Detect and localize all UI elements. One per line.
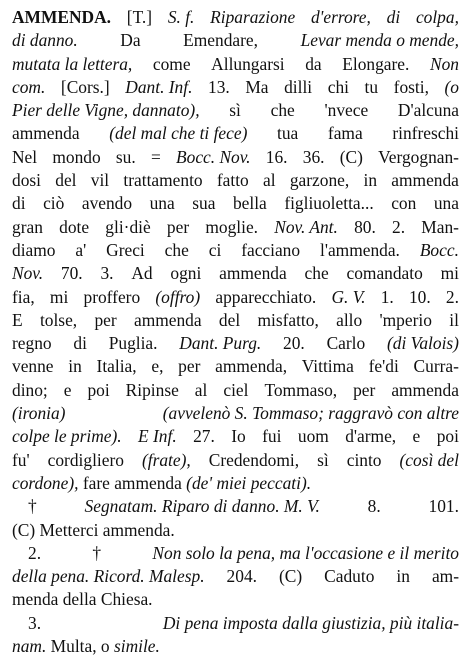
word: ammenda,: [215, 356, 288, 377]
word: 2.: [445, 286, 459, 307]
text-line: [12, 76, 459, 99]
word: fatto: [216, 170, 249, 191]
word: gran: [12, 216, 43, 237]
word: poi: [436, 426, 459, 447]
word: della pena. Ricord. Malesp.: [12, 566, 205, 587]
word: Non: [429, 53, 459, 74]
word: del: [218, 309, 241, 330]
word: sì: [317, 449, 329, 470]
word: in: [396, 566, 410, 587]
word: (C): [339, 146, 363, 167]
word: 1.: [380, 286, 394, 307]
word: Non solo la pena, ma l'occasione e il merito: [152, 542, 459, 563]
word: da: [305, 53, 322, 74]
word: 2.: [392, 216, 406, 237]
word: [Cors.]: [60, 76, 110, 97]
word: con: [391, 193, 417, 214]
text-line: [12, 565, 459, 588]
word: Dant. Inf.: [125, 76, 193, 97]
word: moglie.: [205, 216, 259, 237]
text-line: [12, 122, 459, 145]
text-line: [12, 379, 459, 402]
word: 204.: [226, 566, 257, 587]
word: (C): [278, 566, 303, 587]
word: per: [94, 309, 117, 330]
text-line: [12, 542, 459, 565]
word: ammenda: [219, 263, 287, 284]
text-line: [12, 355, 459, 378]
word: Tommaso,: [264, 379, 338, 400]
word: e: [412, 426, 421, 447]
word: am-: [431, 566, 459, 587]
word: Nel: [12, 146, 38, 167]
word: Italia,: [96, 356, 137, 377]
text-line: [12, 588, 459, 611]
word: colpe le prime).: [12, 426, 122, 447]
word: Riparazione: [210, 7, 296, 27]
word: ammenda: [133, 309, 202, 330]
word: Vittima: [301, 356, 354, 377]
word: Levar menda o mende,: [300, 30, 459, 51]
word: G. V.: [331, 286, 366, 307]
word: a': [75, 239, 87, 260]
word: 36.: [302, 146, 325, 167]
word: gli·diè: [105, 216, 151, 237]
word: rinfreschi: [392, 123, 459, 144]
word: vil: [90, 170, 110, 191]
word: 'mperio: [379, 309, 432, 330]
text-line: [12, 519, 459, 542]
word: 8.: [367, 496, 381, 517]
word: di: [386, 7, 401, 27]
text-line: [12, 239, 459, 262]
word: 20.: [283, 333, 305, 354]
word: Vergognan-: [378, 146, 459, 167]
word: 27.: [193, 426, 215, 447]
word: facciano: [241, 239, 301, 260]
word: 'nvece: [324, 100, 369, 121]
word: fia,: [12, 286, 35, 307]
word: dino;: [12, 379, 48, 400]
word: ciò: [43, 193, 65, 214]
word: (o: [444, 76, 459, 97]
word: mutata la lettera,: [12, 53, 133, 74]
word: menda della Chiesa.: [12, 589, 153, 610]
word: 2.: [28, 542, 42, 563]
text-line: [12, 635, 459, 658]
word: bella: [232, 193, 267, 214]
word: Credendomi,: [208, 449, 300, 470]
word: mondo: [52, 146, 101, 167]
word: fare ammenda: [82, 472, 182, 493]
word: (avvelenò S. Tommaso; raggravò con altre: [162, 403, 459, 424]
word: garzone,: [289, 170, 350, 191]
word: Segnatam. Riparo di danno. M. V.: [84, 496, 320, 517]
word: fu': [12, 449, 30, 470]
word: (de' miei peccati).: [186, 472, 312, 493]
word: sua: [192, 193, 216, 214]
word: 16.: [265, 146, 288, 167]
word: Bocc. Nov.: [176, 146, 251, 167]
word: E Inf.: [138, 426, 177, 447]
word: (del mal che ti fece): [109, 123, 248, 144]
word: chi: [327, 76, 349, 97]
word: simile.: [113, 636, 160, 657]
word: Dant. Purg.: [179, 333, 262, 354]
word: Io: [231, 426, 246, 447]
text-line: [12, 612, 459, 635]
word: cordone),: [12, 472, 79, 493]
word: ogni: [170, 263, 202, 284]
word: del: [55, 170, 77, 191]
text-line: [12, 29, 459, 52]
word: dote: [59, 216, 90, 237]
text-line: [12, 425, 459, 448]
word: Ad: [131, 263, 153, 284]
word: Carlo: [326, 333, 366, 354]
word: 80.: [354, 216, 376, 237]
word: Caduto: [324, 566, 375, 587]
word: figliuoletta...: [284, 193, 374, 214]
word: proffero: [83, 286, 141, 307]
word: tua: [277, 123, 299, 144]
word: al: [194, 379, 208, 400]
headword: AMMENDA.: [12, 7, 112, 27]
word: com.: [12, 76, 46, 97]
word: di: [73, 333, 87, 354]
word: fosti,: [393, 76, 429, 97]
word: [T.]: [126, 7, 153, 27]
word: Nov.: [12, 263, 44, 284]
word: apparecchiato.: [215, 286, 317, 307]
text-line: [12, 402, 459, 425]
word: su.: [115, 146, 136, 167]
text-line: [12, 216, 459, 239]
word: =: [150, 146, 161, 167]
word: Nov. Ant.: [274, 216, 338, 237]
word: ammenda: [391, 170, 459, 191]
word: Bocc.: [419, 239, 459, 260]
word: mi: [440, 263, 459, 284]
word: per: [178, 356, 201, 377]
word: Puglia.: [108, 333, 158, 354]
word: ammenda: [391, 379, 459, 400]
word: una: [149, 193, 175, 214]
text-line: [12, 169, 459, 192]
word: †: [28, 496, 37, 517]
word: trattamento: [123, 170, 203, 191]
text-line: [12, 53, 459, 76]
text-line: [12, 472, 459, 495]
word: Pier delle Vigne, dannato),: [12, 100, 200, 121]
word: (offro): [155, 286, 201, 307]
word: S. f.: [167, 7, 195, 27]
text-line: [12, 286, 459, 309]
word: 10.: [408, 286, 431, 307]
word: D'alcuna: [397, 100, 459, 121]
word: dosi: [12, 170, 41, 191]
word: (così del: [399, 449, 459, 470]
word: comandato: [346, 263, 423, 284]
word: (frate),: [141, 449, 191, 470]
word: e: [63, 379, 72, 400]
word: al: [263, 170, 276, 191]
word: di: [12, 193, 26, 214]
word: Multa, o: [50, 636, 110, 657]
text-line: [12, 6, 459, 29]
word: venne: [12, 356, 54, 377]
word: che: [270, 100, 295, 121]
text-line: [12, 332, 459, 355]
word: di danno.: [12, 30, 78, 51]
word: 101.: [428, 496, 459, 517]
word: e,: [151, 356, 164, 377]
text-line: [12, 495, 459, 518]
word: diamo: [12, 239, 56, 260]
word: l'ammenda.: [319, 239, 400, 260]
word: Ripinse: [125, 379, 179, 400]
word: cinto: [346, 449, 382, 470]
word: 3.: [28, 612, 42, 633]
word: sì: [229, 100, 241, 121]
text-line: [12, 309, 459, 332]
text-line: [12, 99, 459, 122]
text-line: [12, 449, 459, 472]
text-line: [12, 262, 459, 285]
word: colpa,: [415, 7, 459, 27]
word: in: [68, 356, 82, 377]
text-line: [12, 192, 459, 215]
word: Ma: [245, 76, 269, 97]
word: Emendare,: [183, 30, 258, 51]
word: fe'di: [368, 356, 399, 377]
word: †: [92, 542, 102, 563]
word: Allungarsi: [211, 53, 285, 74]
word: Di pena imposta dalla giustizia, più italia-: [162, 612, 459, 633]
word: ci: [208, 239, 222, 260]
word: 70.: [60, 263, 83, 284]
word: avendo: [81, 193, 133, 214]
word: fama: [327, 123, 363, 144]
word: Elongare.: [342, 53, 410, 74]
word: 13.: [208, 76, 230, 97]
word: Greci: [106, 239, 145, 260]
word: come: [152, 53, 191, 74]
word: che: [164, 239, 189, 260]
word: fui: [262, 426, 282, 447]
word: regno: [12, 333, 52, 354]
word: Curra-: [413, 356, 459, 377]
word: una: [433, 193, 459, 214]
word: nam.: [12, 636, 47, 657]
word: Da: [120, 30, 141, 51]
word: tolse,: [39, 309, 78, 330]
word: che: [304, 263, 329, 284]
word: poi: [87, 379, 110, 400]
word: (ironia): [12, 403, 66, 424]
word: 3.: [100, 263, 114, 284]
word: per: [166, 216, 190, 237]
word: d'errore,: [310, 7, 371, 27]
word: mi: [49, 286, 69, 307]
word: ammenda: [12, 123, 80, 144]
word: in: [363, 170, 378, 191]
word: cordigliero: [47, 449, 124, 470]
word: dilli: [284, 76, 313, 97]
word: per: [353, 379, 376, 400]
word: uom: [297, 426, 329, 447]
word: d'arme,: [345, 426, 397, 447]
word: (di Valois): [386, 333, 459, 354]
word: il: [449, 309, 459, 330]
word: E: [12, 309, 23, 330]
word: misfatto,: [257, 309, 319, 330]
text-line: [12, 146, 459, 169]
word: allo: [336, 309, 363, 330]
word: ciel: [223, 379, 249, 400]
word: tu: [364, 76, 379, 97]
word: Man-: [421, 216, 459, 237]
word: (C) Metterci ammenda.: [12, 519, 175, 540]
